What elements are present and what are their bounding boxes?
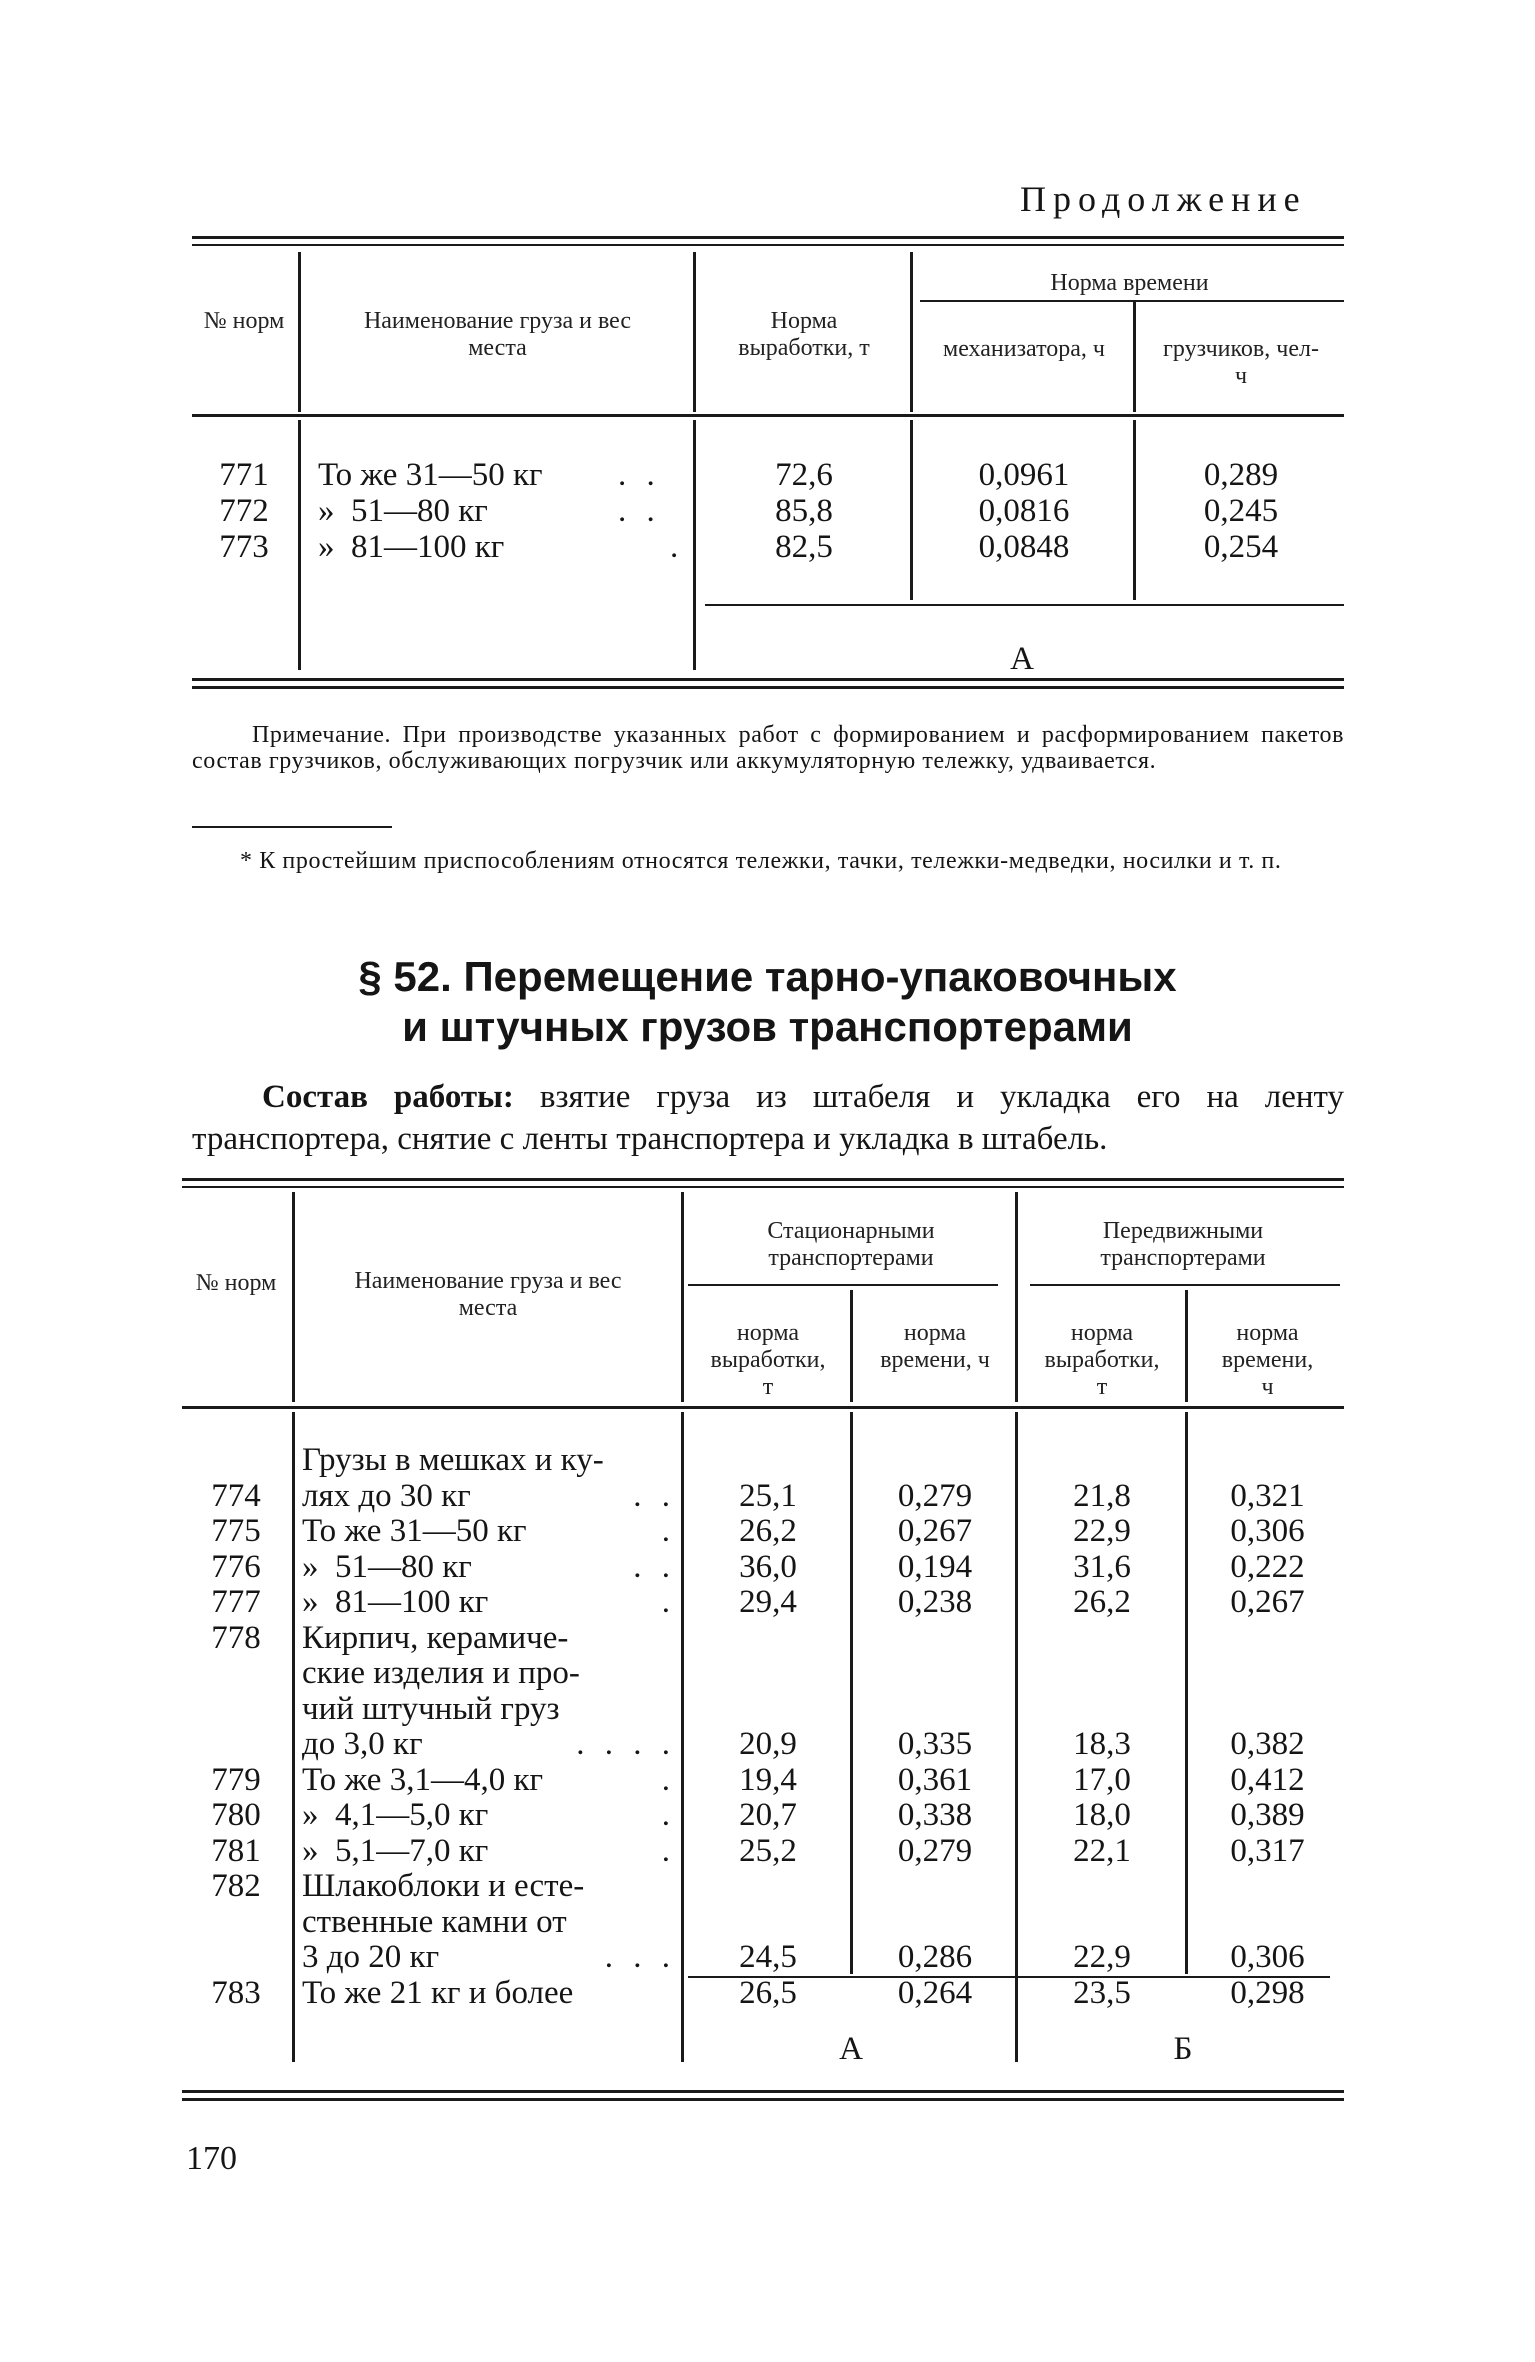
leader-dots: . . . . [576, 1726, 676, 1762]
row-num: 774 [211, 1478, 261, 1514]
row-a-output: 26,2 [739, 1513, 797, 1549]
t2-col-a-time-header: норма времени, ч [880, 1320, 990, 1373]
row-b-time: 0,306 [1230, 1513, 1305, 1549]
row-b-time: 0,412 [1230, 1762, 1305, 1798]
row-name: ственные камни от [302, 1904, 567, 1940]
t2-col-a-output-header: норма выработки, т [710, 1320, 826, 1400]
row-b-output: 22,1 [1073, 1833, 1131, 1869]
footnote-divider [192, 826, 392, 828]
composition-text: взятие груза из штабеля и укладка его на ленту транспортера, снятие с ленты транспортера и укладка в штабель. [192, 1079, 1344, 1157]
row-b-time: 0,222 [1230, 1549, 1305, 1585]
row-b-output: 18,0 [1073, 1797, 1131, 1833]
row-a-time: 0,286 [897, 1939, 973, 1975]
table1-note: Примечание. При производстве указанных работ с формированием и расформированием пакетов состав грузчиков, обслуживающих погрузчик или аккумуляторную тележку, удваивается. [192, 722, 1344, 774]
row-name: до 3,0 кг [302, 1726, 423, 1762]
row-b-time: 0,267 [1230, 1584, 1305, 1620]
row-num: 780 [211, 1797, 261, 1833]
row-a-output: 25,2 [739, 1833, 797, 1869]
row-name: » 4,1—5,0 кг [302, 1797, 489, 1833]
row-b-output: 22,9 [1073, 1939, 1131, 1975]
table2-footer-b: Б [1173, 2031, 1193, 2067]
row-b-time: 0,298 [1230, 1975, 1305, 2011]
row-a-time: 0,338 [897, 1797, 973, 1833]
row-b-output: 26,2 [1073, 1584, 1131, 1620]
row-num: 775 [211, 1513, 261, 1549]
t2-col-b-output-header: норма выработки, т [1044, 1320, 1160, 1400]
row-num: 783 [211, 1975, 261, 2011]
leader-dots: . . [633, 1549, 676, 1585]
row-name: Кирпич, керамиче- [302, 1620, 569, 1656]
table1-footer-a: А [1010, 641, 1034, 677]
row-a-time: 0,279 [897, 1833, 973, 1869]
row-name: 3 до 20 кг [302, 1939, 440, 1975]
row-num: 779 [211, 1762, 261, 1798]
composition-label: Состав работы: [262, 1079, 514, 1115]
row-num: 778 [211, 1620, 261, 1656]
row-name: чий штучный груз [302, 1691, 560, 1727]
leader-dots: . [661, 1762, 676, 1798]
row-a-output: 24,5 [739, 1939, 797, 1975]
row-a-time: 0,361 [897, 1762, 973, 1798]
work-composition [192, 1076, 1344, 1160]
row-name: То же 21 кг и более [302, 1975, 574, 2011]
row-a-output: 19,4 [739, 1762, 797, 1798]
col-num-header: № норм [203, 308, 285, 334]
leader-dots: . . . [604, 1939, 676, 1975]
t2-col-num-header: № норм [195, 1270, 277, 1296]
row-num: 776 [211, 1549, 261, 1585]
col-name-header: Наименование груза и вес места [363, 308, 632, 361]
col-output-header: Норма выработки, т [738, 308, 870, 361]
leader-dots: . [661, 1513, 676, 1549]
t2-col-name-header: Наименование груза и вес места [354, 1268, 622, 1321]
row-a-time: 0,335 [897, 1726, 973, 1762]
row-b-output: 31,6 [1073, 1549, 1131, 1585]
row-num: 781 [211, 1833, 261, 1869]
row-b-output: 23,5 [1073, 1975, 1131, 2011]
col-mech-header: механизатора, ч [943, 336, 1105, 362]
row-b-output: 18,3 [1073, 1726, 1131, 1762]
table2-footer-a: А [839, 2031, 863, 2067]
row-num: 782 [211, 1868, 261, 1904]
row-b-time: 0,306 [1230, 1939, 1305, 1975]
row-b-output: 21,8 [1073, 1478, 1131, 1514]
row-b-output: 22,9 [1073, 1513, 1131, 1549]
row-name: » 51—80 кг [302, 1549, 472, 1585]
page-number: 170 [186, 2140, 237, 2177]
t2-col-b-time-header: норма времени, ч [1221, 1320, 1314, 1400]
row-a-time: 0,238 [897, 1584, 973, 1620]
row-a-output: 20,7 [739, 1797, 797, 1833]
row-name: лях до 30 кг [302, 1478, 471, 1514]
col-loaders-header: грузчиков, чел-ч [1163, 336, 1319, 389]
continuation-label: Продолжение [1020, 179, 1307, 219]
row-a-time: 0,279 [897, 1478, 973, 1514]
row-a-output: 25,1 [739, 1478, 797, 1514]
row-a-time: 0,264 [897, 1975, 973, 2011]
row-b-time: 0,389 [1230, 1797, 1305, 1833]
row-a-output: 26,5 [739, 1975, 797, 2011]
section-title-line1: § 52. Перемещение тарно-упаковочных [358, 953, 1177, 1000]
footnote: * К простейшим приспособлениям относятся тележки, тачки, тележки-медведки, носилки и т. п. [240, 848, 1282, 874]
leader-dots: . [661, 1833, 676, 1869]
leader-dots: . [661, 1797, 676, 1833]
row-name: Шлакоблоки и есте- [302, 1868, 585, 1904]
row-name: Грузы в мешках и ку- [302, 1442, 604, 1478]
row-b-time: 0,317 [1230, 1833, 1305, 1869]
row-a-output: 29,4 [739, 1584, 797, 1620]
row-name: То же 31—50 кг [302, 1513, 527, 1549]
col-time-group-header: Норма времени [1050, 270, 1209, 296]
row-b-output: 17,0 [1073, 1762, 1131, 1798]
row-b-time: 0,382 [1230, 1726, 1305, 1762]
leader-dots: . . [633, 1478, 676, 1514]
row-name: То же 3,1—4,0 кг [302, 1762, 544, 1798]
row-name: » 5,1—7,0 кг [302, 1833, 489, 1869]
t2-col-mobile-header: Передвижными транспортерами [1100, 1218, 1266, 1271]
section-title-line2: и штучных грузов транспортерами [402, 1003, 1133, 1050]
row-a-output: 36,0 [739, 1549, 797, 1585]
row-num: 777 [211, 1584, 261, 1620]
row-b-time: 0,321 [1230, 1478, 1305, 1514]
leader-dots: . [661, 1584, 676, 1620]
row-name: » 81—100 кг [302, 1584, 489, 1620]
row-a-time: 0,194 [897, 1549, 973, 1585]
row-a-output: 20,9 [739, 1726, 797, 1762]
t2-col-stationary-header: Стационарными транспортерами [767, 1218, 935, 1271]
row-a-time: 0,267 [897, 1513, 973, 1549]
row-name: ские изделия и про- [302, 1655, 580, 1691]
